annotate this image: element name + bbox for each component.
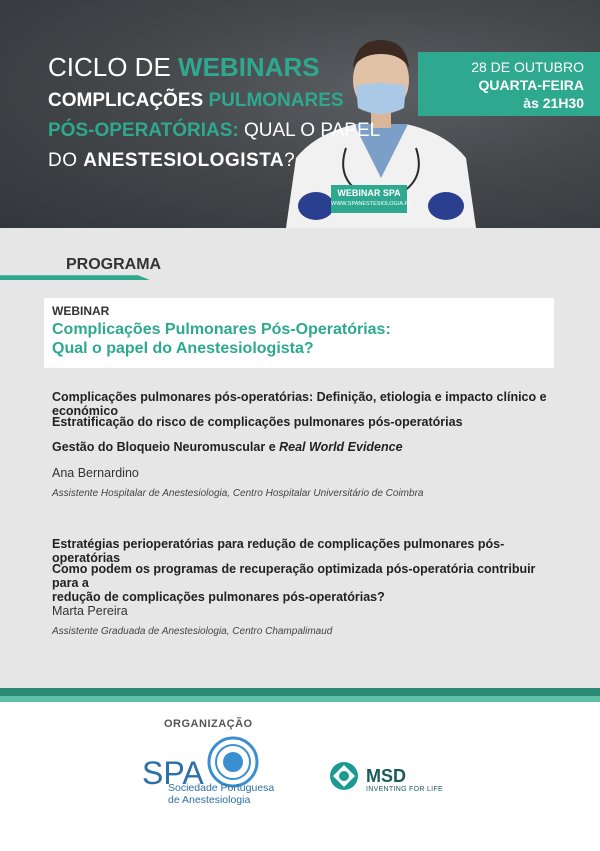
webinar-sign (331, 185, 412, 213)
sign-url: WWW.SPANESTESIOLOGIA.PT (331, 201, 412, 207)
msd-tagline: INVENTING FOR LIFE (366, 786, 443, 793)
hero-line-2: COMPLICAÇÕES PULMONARES (48, 90, 344, 111)
program-item-1: Complicações pulmonares pós-operatórias: Definição, etiologia e impacto clínico e económico (52, 390, 547, 418)
programa-heading: PROGRAMA (66, 256, 162, 273)
msd-name: MSD (366, 766, 406, 786)
hero-banner (0, 0, 600, 228)
footer (0, 702, 600, 851)
organizacao-label: ORGANIZAÇÃO (164, 718, 253, 730)
webinar-title-box (44, 298, 554, 368)
hero-line-4: DO ANESTESIOLOGISTA? (48, 150, 296, 171)
hero-title (48, 54, 380, 181)
event-time: às 21H30 (523, 95, 584, 111)
speaker-1-affiliation: Assistente Hospitalar de Anestesiologia, Centro Hospitalar Universitário de Coimbra (52, 488, 424, 499)
event-date: 28 DE OUTUBRO (471, 59, 584, 75)
event-weekday: QUARTA-FEIRA (478, 77, 584, 93)
speaker-2-affiliation: Assistente Graduada de Anestesiologia, Centro Champalimaud (52, 626, 333, 637)
sign-title: WEBINAR SPA (337, 188, 401, 198)
webinar-title: Complicações Pulmonares Pós-Operatórias: Qual o papel do Anestesiologista? (52, 321, 391, 357)
spa-logo-text: SPA (142, 755, 204, 791)
speaker-2: Marta Pereira (52, 604, 128, 618)
program-item-5: Como podem os programas de recuperação optimizada pós-operatória contribuir para a redução de complicações pulmonares pós-operatórias? (52, 562, 536, 604)
msd-logo-icon (328, 760, 488, 800)
program-item-2: Estratificação do risco de complicações pulmonares pós-operatórias (52, 415, 463, 429)
webinar-label: WEBINAR (52, 304, 110, 318)
hero-line-1: CICLO DE WEBINARS (48, 52, 320, 82)
program-item-3: Gestão do Bloqueio Neuromuscular e Real World Evidence (52, 440, 403, 454)
speaker-1: Ana Bernardino (52, 466, 139, 480)
hero-line-3: PÓS-OPERATÓRIAS: QUAL O PAPEL (48, 120, 381, 141)
date-box (418, 52, 600, 116)
spa-full-name: Sociedade Portuguesa de Anestesiologia (168, 782, 275, 806)
program-item-4: Estratégias perioperatórias para redução de complicações pulmonares pós-operatórias (52, 537, 505, 565)
